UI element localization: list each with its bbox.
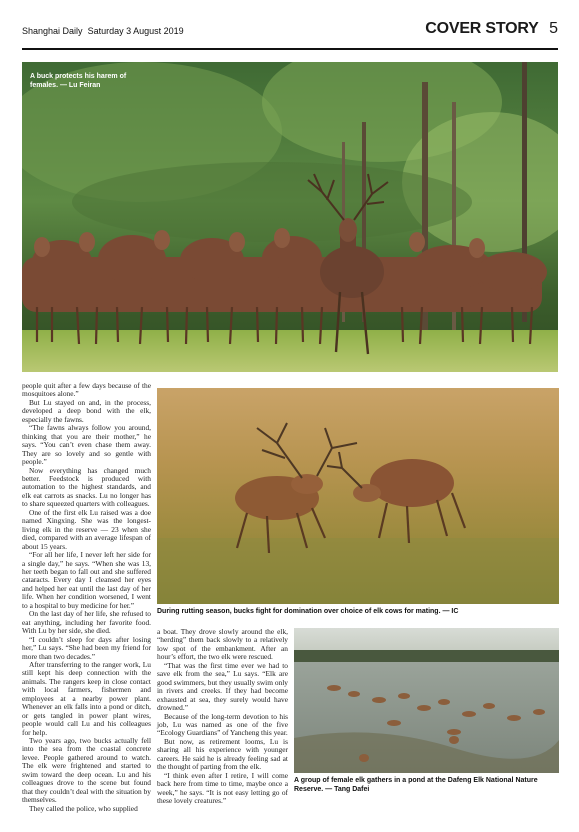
paragraph: “For all her life, I never left her side for a single day,” he says. “When she was 13, her teeth began to fall out and she suffered cataracts. Every day I cleansed her eyes and helped her eat until the last day of her life. When her condition worsened, I went to a hospital to buy medicine for her.” (22, 550, 151, 610)
paragraph: After transferring to the ranger work, Lu still kept his deep connection with the animals. The rangers keep in close contact with local farmers, fishermen and employees at a nearby power plant. Whenever an elk falls into a pond or ditch, or gets tangled in power plant wires, people would call Lu and his colleagues for help. (22, 659, 151, 737)
paragraph: “I couldn’t sleep for days after losing her,” Lu says. “She had been my friend for more than two decades.” (22, 634, 151, 661)
paragraph: Now everything has changed much better. Feedstock is produced with automation to the highest standards, and elk eat carrots as snacks. Lu no longer has to share squeezed quarters with colleagues. (22, 465, 151, 509)
issue-date: Saturday 3 August 2019 (87, 26, 184, 36)
rutting-photo (157, 388, 559, 604)
section-title: COVER STORY (425, 20, 539, 37)
paragraph: But Lu stayed on and, in the process, developed a deep bond with the elk, especially the fawns. (22, 397, 151, 424)
page-header (22, 20, 558, 46)
section-heading (425, 20, 558, 38)
pond-photo (294, 628, 559, 773)
paragraph: “The fawns always follow you around, thinking that you are their mother,” he says. “You can’t even chase them away. They are so lovely and so gentle with people.” (22, 423, 151, 467)
paragraph: “That was the first time ever we had to save elk from the sea,” Lu says. “Elk are good swimmers, but they usually swim only in rivers and creeks. If they had become exhausted at sea, they surely would have drowned.” (157, 660, 288, 713)
paragraph: But now, as retirement looms, Lu is sharing all his experience with younger careers. He said he is already feeling sad at the thought of parting from the elk. (157, 736, 288, 772)
paragraph: Two years ago, two bucks actually fell into the sea from the coastal concrete levee. People gathered around to watch. The elk were frightened and started to swim toward the deep ocean. Lu and his colleagues drove to the scene but found that they couldn’t deal with the situation by themselves. (22, 736, 151, 805)
rutting-caption: During rutting season, bucks fight for domination over choice of elk cows for mating. — IC (157, 608, 459, 615)
publication-dateline (22, 26, 184, 36)
pond-caption: A group of female elk gathers in a pond at the Dafeng Elk National Nature Reserve. — Tang Dafei (294, 777, 538, 793)
publication-name: Shanghai Daily (22, 26, 83, 36)
buck-herd-caption: A buck protects his harem of females. — Lu Feiran (30, 73, 127, 89)
paragraph: On the last day of her life, she refused to eat anything, including her favorite food. With Lu by her side, she died. (22, 609, 151, 636)
paragraph: One of the first elk Lu raised was a doe named Xingxing. She was the longest-living elk in the reserve — 23 when she died, compared with an average lifespan of about 15 years. (22, 507, 151, 551)
paragraph: a boat. They drove slowly around the elk, “herding” them back slowly to a relatively low spot of the embankment. After an hour’s effort, the two elk were rescued. (157, 627, 288, 662)
article-column-2 (157, 628, 288, 806)
paragraph: “I think even after I retire, I will come back here from time to time, maybe once a week,” he says. “It is not easy letting go of these lovely creatures.” (157, 770, 288, 806)
paragraph: Because of the long-term devotion to his job, Lu was named as one of the five “Ecology Guardians” of Yancheng this year. (157, 711, 288, 738)
paragraph: They called the police, who supplied (29, 803, 138, 813)
header-rule (22, 48, 558, 50)
paragraph: people quit after a few days because of the mosquitoes alone.” (22, 381, 151, 399)
buck-herd-photo (22, 62, 558, 372)
page-number: 5 (549, 20, 558, 37)
article-column-1 (22, 382, 151, 813)
